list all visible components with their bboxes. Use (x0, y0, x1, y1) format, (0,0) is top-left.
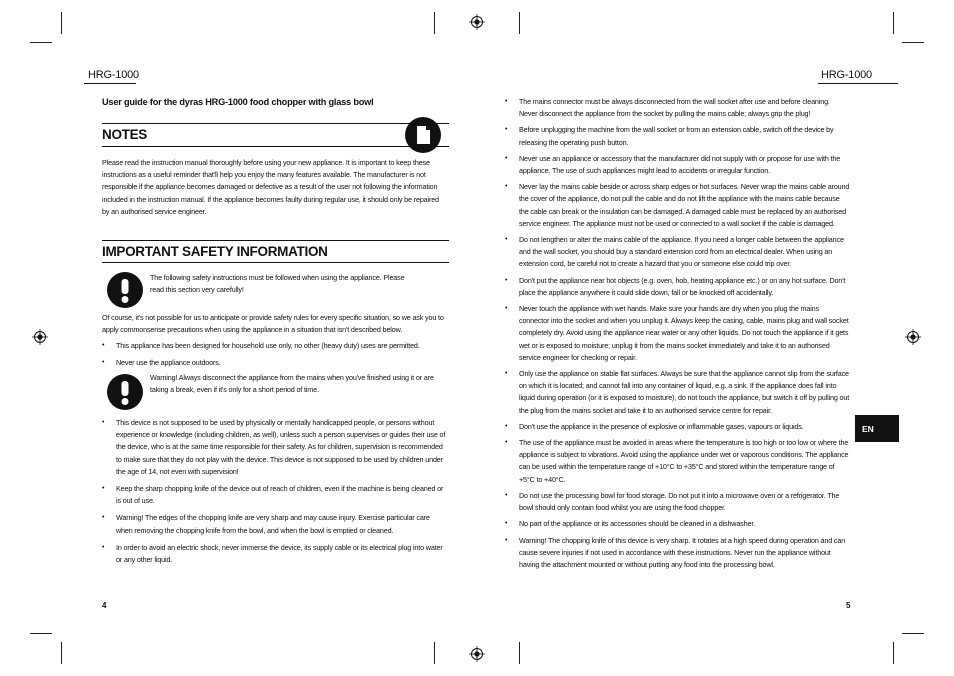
bullet-list-a (102, 340, 447, 369)
list-item: • This appliance has been designed for household use only, no other (heavy duty) uses are permitted. (102, 340, 447, 352)
crop-mark (893, 12, 894, 34)
model-name-left: HRG-1000 (88, 69, 139, 81)
list-item: • Before unplugging the machine from the wall socket or from an extension cable, switch off the device by releasing the operating push button. (505, 124, 850, 148)
registration-mark-icon (905, 329, 921, 345)
list-item: • Don't put the appliance near hot objects (e.g. oven, hob, heating appliance etc.) or on any hot surface. Don't place the appliance anywhere it could slide down, fall or be knocked off accidentally. (505, 275, 850, 299)
crop-mark (61, 642, 62, 664)
bullet-list-right (505, 96, 850, 571)
crop-mark (902, 633, 924, 634)
bullet-list-b (102, 417, 447, 566)
safety-paragraph: Of course, it's not possible for us to anticipate or provide safety rules for every specific situation, so we ask you to apply commonsense precautions when using the appliance in a situation that isn't described below. (102, 313, 444, 335)
header-rule-left (84, 83, 136, 84)
list-item: • Only use the appliance on stable flat surfaces. Always be sure that the appliance cannot slip from the surface on which it is located; and cannot fall into any container of liquid, e.g. a sink. If the appliance does fall into liquid during operation (or it is exposed to moisture), do not touch the appliance, but switch it off by pulling out the plug from the mains socket and take it to an authorised service centre for repair. (505, 368, 850, 417)
crop-mark (434, 642, 435, 664)
exclamation-icon (107, 374, 143, 410)
list-item: • Never lay the mains cable beside or across sharp edges or hot surfaces. Never wrap the mains cable around the cover of the appliance, do not pull the cable and do not lift the appliance with the mains cable because the cable can break or the insulation can be damaged. A damaged cable must be replaced by an authorised service engineer. The appliance must not be used or connected to a wall socket if the cable is damaged. (505, 181, 850, 230)
crop-mark (519, 642, 520, 664)
page-number-right: 5 (846, 601, 851, 610)
page-number-left: 4 (102, 601, 107, 610)
safety-rule-bottom (102, 262, 449, 263)
notes-rule-bottom (102, 146, 449, 147)
guide-subtitle: User guide for the dyras HRG-1000 food chopper with glass bowl (102, 97, 374, 107)
list-item: • Never use an appliance or accessory that the manufacturer did not supply with or propose for use with the appliance. The use of such appliances might lead to accidents or irregular function. (505, 153, 850, 177)
crop-mark (30, 42, 52, 43)
list-item: • Never touch the appliance with wet hands. Make sure your hands are dry when you plug the mains connector into the socket and when you unplug it. Always keep the casing, cable, mains plug and wall socket completely dry. Avoid using the appliance near water or any other liquids. Do not touch the appliance if it gets wet or is exposed to moisture; unplug it from the mains socket immediately and take it to an authorised service engineer for checking or repair. (505, 303, 850, 364)
header-rule-right (818, 83, 898, 84)
list-item: • Do not lengthen or alter the mains cable of the appliance. If you need a longer cable between the appliance and the wall socket, you should buy a standard extension cord from an electrical dealer. When using an extension cord, be careful not to create a hazard that you or someone else could trip over. (505, 234, 850, 271)
safety-heading: IMPORTANT SAFETY INFORMATION (102, 244, 328, 259)
notes-text: Please read the instruction manual thoroughly before using your new appliance. It is important to keep these instructions as a useful reminder that'll help you enjoy the many features available. The manufacturer is not responsible if the appliance becomes damaged or defective as a result of the user not following the information included in the instruction manual. If the appliance becomes faulty during regular use, it should only be repaired by an authorised service engineer. (102, 158, 439, 216)
language-tab (855, 415, 899, 442)
registration-mark-icon (469, 14, 485, 30)
list-item: • Warning! The chopping knife of this device is very sharp. It rotates at a high speed during operation and can cause severe injuries if not used in accordance with these instructions. Never run the appliance without having the attachment mounted or without putting any food into the processing bowl. (505, 535, 850, 572)
language-tab-label: EN (862, 423, 874, 434)
crop-mark (30, 633, 52, 634)
list-item: • Warning! The edges of the chopping knife are very sharp and may cause injury. Exercise particular care when removing the chopping knife from the bowl, and when the bowl is emptied or cleaned. (102, 512, 447, 536)
list-item: • Never use the appliance outdoors. (102, 357, 447, 369)
safety-intro: The following safety instructions must be followed when using the appliance. Please read this section very carefully! (150, 273, 405, 295)
warning-text: Warning! Always disconnect the appliance from the mains when you've finished using it or are taking a break, even if it's only for a short period of time. (150, 373, 434, 395)
list-item: • In order to avoid an electric shock, never immerse the device, its supply cable or its electrical plug into water or any other liquid. (102, 542, 447, 566)
registration-mark-icon (469, 646, 485, 662)
document-icon (405, 117, 441, 153)
list-item: • The mains connector must be always disconnected from the wall socket after use and before cleaning. Never disconnect the appliance from the socket by pulling the mains cable; always grip the plug! (505, 96, 850, 120)
list-item: • Keep the sharp chopping knife of the device out of reach of children, even if the machine is being cleaned or is out of use. (102, 483, 447, 507)
list-item: • Do not use the processing bowl for food storage. Do not put it into a microwave oven or a refrigerator. The bowl should only contain food whilst you are using the food chopper. (505, 490, 850, 514)
list-item: • This device is not supposed to be used by physically or mentally handicapped people, or persons without experience or knowledge (including children, as well), unless such a person supervises or guides their use of the device, who is at the same time responsible for their safety. As for children, supervision is recommended to make sure that they do not play with the device. This device is not supposed to be used by children under the age of 14, not even with supervision! (102, 417, 447, 478)
registration-mark-icon (32, 329, 48, 345)
notes-heading: NOTES (102, 127, 148, 142)
crop-mark (902, 42, 924, 43)
model-name-right: HRG-1000 (821, 69, 872, 81)
crop-mark (893, 642, 894, 664)
exclamation-icon (107, 272, 143, 308)
notes-rule-top (102, 123, 449, 124)
list-item: • Don't use the appliance in the presence of explosive or inflammable gases, vapours or liquids. (505, 421, 850, 433)
crop-mark (61, 12, 62, 34)
safety-rule-top (102, 240, 449, 241)
crop-mark (519, 12, 520, 34)
list-item: • No part of the appliance or its accessories should be cleaned in a dishwasher. (505, 518, 850, 530)
list-item: • The use of the appliance must be avoided in areas where the temperature is too high or too low or where the appliance is subject to vibrations. Avoid using the appliance under wet or vaporous conditions. The appliance can be used within the temperature range of +10°C to +35°C and stored within the temperature range of +5°C to +40°C. (505, 437, 850, 486)
crop-mark (434, 12, 435, 34)
